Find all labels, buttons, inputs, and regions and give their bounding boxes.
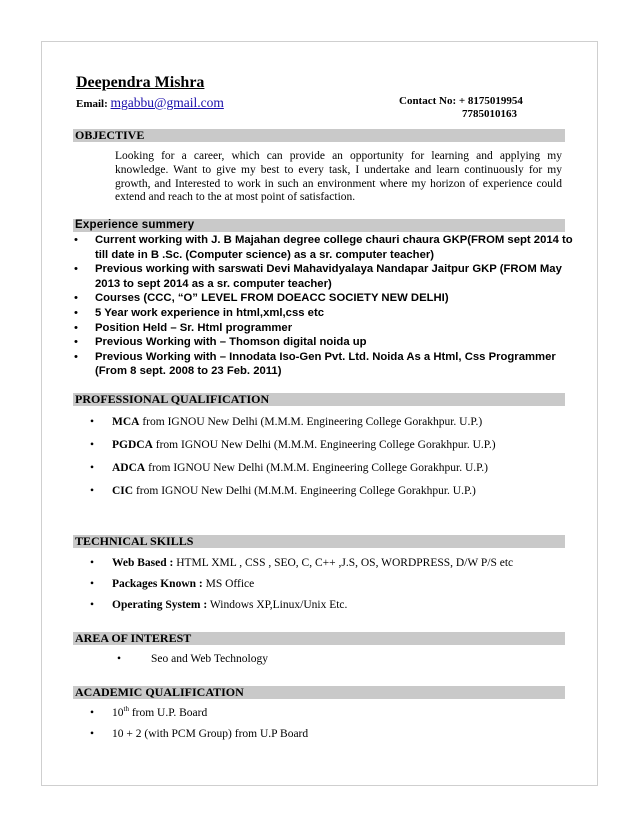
academic-heading: ACADEMIC QUALIFICATION: [73, 686, 565, 699]
email-link[interactable]: mgabbu@gmail.com: [110, 95, 224, 110]
list-item: • Position Held – Sr. Html programmer: [74, 321, 293, 334]
objective-heading: OBJECTIVE: [73, 129, 565, 142]
resume-page: Deependra Mishra Email: mgabbu@gmail.com Contact No: + 8175019954 7785010163 OBJECTIVE Looking for a career, which can provide an opportunity for learning and applying my knowledge. Want to give my best to every task, I undertake and learn continuously for my growth, and Interested to work in such an environment where my horizon of experience could extend and reach to the at most point of satisfaction. Experience summery • Current working with J. B Majahan degree college chauri chaura GKP(FROM sept 2014 to till date in B .Sc. (Computer science) as a sr. computer teacher) • Previous working with sarswati Devi Mahavidyalaya Nandapar Jaitpur GKP (FROM May 2013 to sept 2014 as a sr. computer teacher) • Courses (CCC, “O” LEVEL FROM DOEACC SOCIETY NEW DELHI) • 5 Year work experience in html,xml,css etc • Position Held – Sr. Html programmer • Previous Working with – Thomson digital noida up • Previous Working with – Innodata Iso-Gen Pvt. Ltd. Noida As a Html, Css Programmer (From 8 sept. 2008 to 23 Feb. 2011) PROFESSIONAL QUALIFICATION • MCA from IGNOU New Delhi (M.M.M. Engineering College Gorakhpur. U.P.) • PGDCA from IGNOU New Delhi (M.M.M. Engineering College Gorakhpur. U.P.) • ADCA from IGNOU New Delhi (M.M.M. Engineering College Gorakhpur. U.P.) • CIC from IGNOU New Delhi (M.M.M. Engineering College Gorakhpur. U.P.) TECHNICAL SKILLS • Web Based : HTML XML , CSS , SEO, C, C++ ,J.S, OS, WORDPRESS, D/W P/S etc • Packages Known : MS Office • Operating System : Windows XP,Linux/Unix Etc. AREA OF INTEREST • Seo and Web Technology ACADEMIC QUALIFICATION • 10th from U.P. Board • 10 + 2 (with PCM Group) from U.P Board: [41, 41, 598, 786]
professional-heading: PROFESSIONAL QUALIFICATION: [73, 393, 565, 406]
email-label: Email: [76, 98, 105, 110]
contact-number-alt: 7785010163: [462, 108, 517, 120]
technical-heading: TECHNICAL SKILLS: [73, 535, 565, 548]
list-item: • Previous Working with – Thomson digital noida up: [74, 336, 367, 349]
candidate-name: Deependra Mishra: [76, 74, 205, 91]
list-item: • 5 Year work experience in html,xml,css etc: [74, 306, 324, 319]
list-item: • Courses (CCC, “O” LEVEL FROM DOEACC SOCIETY NEW DELHI): [74, 292, 449, 305]
list-item: • Current working with J. B Majahan degree college chauri chaura GKP(FROM sept 2014 to till date in B .Sc. (Computer science) as a sr. computer teacher): [74, 234, 573, 261]
contact-number: Contact No: + 8175019954: [399, 95, 523, 107]
experience-heading: Experience summery: [73, 219, 565, 232]
email-row: Email: mgabbu@gmail.com: [76, 95, 224, 110]
objective-text: Looking for a career, which can provide an opportunity for learning and applying my knowledge. Want to give my best to every task, I undertake and learn continuously for my growth, and Interested to work in such an environment where my horizon of experience could extend and reach to the at most point of satisfaction.: [115, 150, 562, 204]
list-item: • Previous working with sarswati Devi Mahavidyalaya Nandapar Jaitpur GKP (FROM May 2013 to sept 2014 as a sr. computer teacher): [74, 263, 562, 290]
experience-list: [73, 233, 573, 379]
list-item: • Previous Working with – Innodata Iso-Gen Pvt. Ltd. Noida As a Html, Css Programmer (From 8 sept. 2008 to 23 Feb. 2011): [74, 350, 556, 378]
interest-heading: AREA OF INTEREST: [73, 632, 565, 645]
